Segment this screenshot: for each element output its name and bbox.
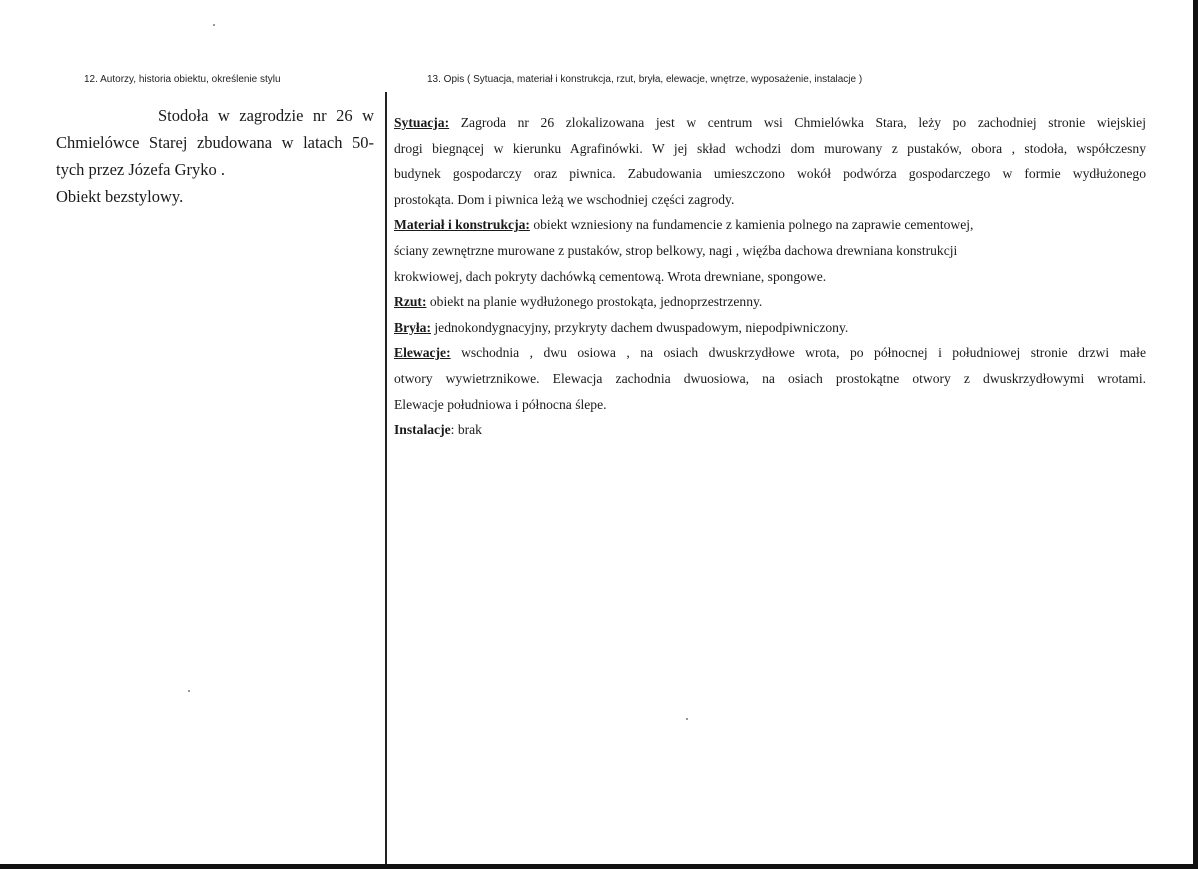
material-line: ściany zewnętrzne murowane z pustaków, strop belkowy, nagi , więźba dachowa drewniana konstrukcji	[394, 242, 958, 258]
authors-history-text	[56, 102, 374, 210]
material-line: krokwiowej, dach pokryty dachówką cementową. Wrota drewniane, spongowe.	[394, 268, 827, 284]
instalacje-line: Instalacje: brak	[394, 422, 482, 438]
scan-border-right	[1193, 0, 1198, 869]
bryla-line: Bryła: jednokondygnacyjny, przykryty dachem dwuspadowym, niepodpiwniczony.	[394, 319, 849, 335]
style-line: Obiekt bezstylowy.	[56, 187, 184, 206]
rzut-label: Rzut:	[394, 294, 427, 310]
scan-speck	[213, 24, 215, 26]
elewacje-line: Elewacje: wschodnia , dwu osiowa , na osiach dwuskrzydłowe wrota, po północnej i południowej stronie drzwi małe	[394, 345, 1146, 361]
elewacje-line: otwory wywietrznikowe. Elewacja zachodnia dwuosiowa, na osiach prostokątne otwory z dwuskrzydłowymi wrotami.	[394, 370, 1146, 386]
sytuacja-label: Sytuacja:	[394, 115, 450, 130]
scan-speck	[188, 690, 190, 692]
elewacje-label: Elewacje:	[394, 345, 451, 361]
sytuacja-line: budynek gospodarczy oraz piwnica. Zabudowania umieszczono wokół podwórza gospodarczego w formie wydłużonego	[394, 166, 1146, 182]
history-line: Stodoła w zagrodzie nr 26 w	[158, 106, 374, 125]
scan-speck	[686, 718, 688, 720]
instalacje-label: Instalacje	[394, 422, 451, 438]
material-line: Materiał i konstrukcja: obiekt wzniesiony na fundamencie z kamienia polnego na zaprawie cementowej,	[394, 217, 974, 233]
sytuacja-line: drogi biegnącej w kierunku Agrafinówki. W jej skład wchodzi dom murowany z pustaków, obora , stodoła, współczesny	[394, 140, 1146, 156]
history-line: tych przez Józefa Gryko .	[56, 160, 226, 179]
section-heading-13: 13. Opis ( Sytuacja, materiał i konstrukcja, rzut, bryła, elewacje, wnętrze, wyposażenie, instalacje )	[427, 74, 863, 85]
column-divider	[385, 92, 387, 864]
sytuacja-line: Sytuacja: Zagroda nr 26 zlokalizowana jest w centrum wsi Chmielówka Stara, leży po zachodniej stronie wiejskiej	[394, 115, 1146, 130]
description-text	[394, 110, 1146, 443]
section-heading-12: 12. Autorzy, historia obiektu, określenie stylu	[84, 74, 281, 85]
material-label: Materiał i konstrukcja:	[394, 217, 530, 233]
sytuacja-line: prostokąta. Dom i piwnica leżą we wschodniej części zagrody.	[394, 191, 735, 207]
history-line: Chmielówce Starej zbudowana w latach 50-	[56, 133, 374, 152]
scan-border-bottom	[0, 864, 1198, 869]
elewacje-line: Elewacje południowa i północna ślepe.	[394, 396, 607, 412]
rzut-line: Rzut: obiekt na planie wydłużonego prostokąta, jednoprzestrzenny.	[394, 294, 763, 310]
bryla-label: Bryła:	[394, 319, 431, 335]
